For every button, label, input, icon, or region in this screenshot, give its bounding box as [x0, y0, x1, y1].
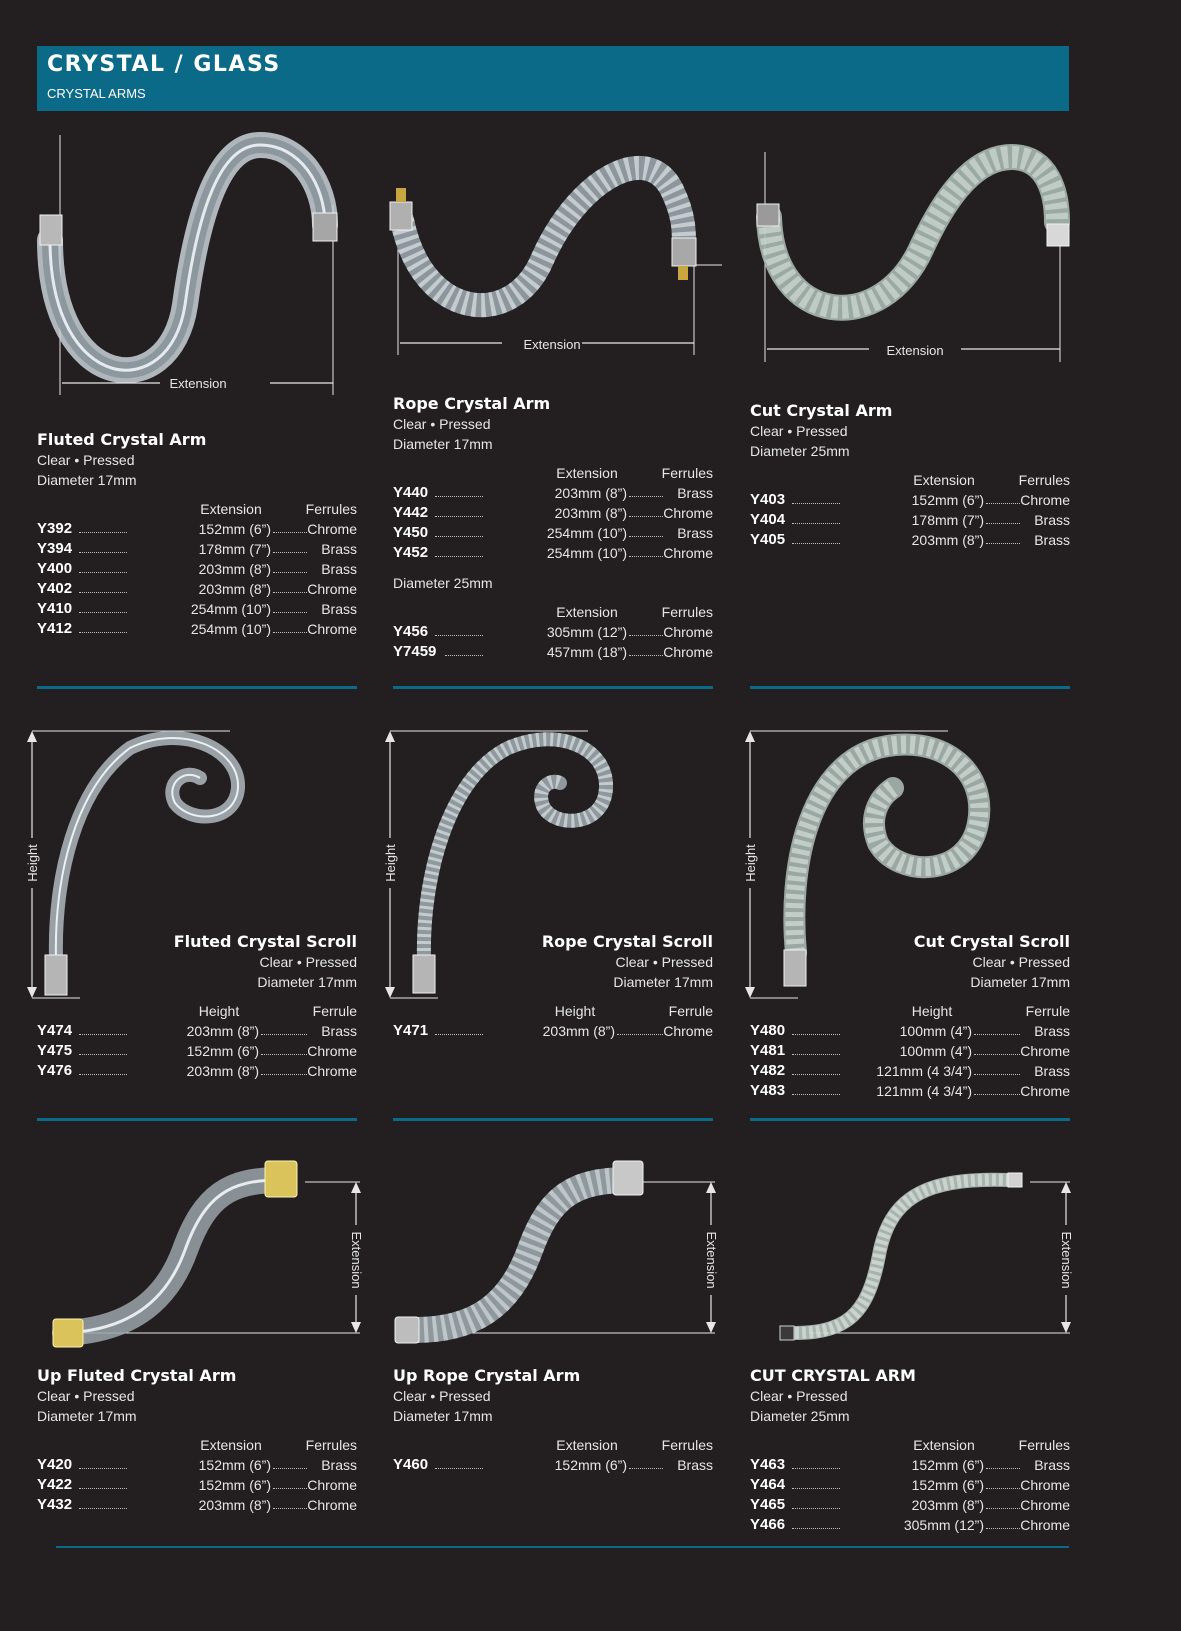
table-row	[37, 1475, 357, 1495]
table-row	[750, 1081, 1070, 1101]
column-header-value: Extension	[913, 1437, 975, 1453]
leader-dots	[273, 612, 307, 613]
ferrule: Brass	[1034, 1023, 1070, 1039]
extension-label: Extension	[704, 1231, 719, 1289]
leader-dots	[974, 1074, 1020, 1075]
product-cut-crystal-scroll	[750, 932, 1070, 1101]
column-header	[393, 1001, 713, 1021]
table-row	[37, 1495, 357, 1515]
product-finish: Clear • Pressed	[259, 954, 357, 970]
ferrule: Chrome	[663, 505, 713, 521]
leader-dots	[79, 1034, 127, 1035]
value: 152mm (6”)	[911, 492, 984, 508]
ferrule: Chrome	[1020, 1043, 1070, 1059]
product-code: Y480	[750, 1022, 786, 1039]
leader-dots	[435, 1468, 483, 1469]
product-code: Y7459	[393, 643, 437, 660]
section-subtitle: CRYSTAL ARMS	[47, 86, 146, 101]
product-diameter: Diameter 17mm	[393, 1408, 493, 1424]
product-diameter: Diameter 17mm	[37, 472, 137, 488]
column-header-ferrule: Ferrule	[312, 1003, 357, 1019]
table-row	[750, 1455, 1070, 1475]
table-row	[393, 622, 713, 642]
leader-dots	[273, 592, 307, 593]
table-row	[393, 642, 713, 662]
product-code: Y442	[393, 504, 429, 521]
leader-dots	[792, 1488, 840, 1489]
value: 254mm (10”)	[190, 621, 271, 637]
ferrule: Chrome	[663, 545, 713, 561]
leader-dots	[79, 552, 127, 553]
section-title: CRYSTAL / GLASS	[47, 52, 281, 77]
column-header-ferrule: Ferrules	[1018, 1437, 1070, 1453]
value: 203mm (8”)	[186, 1063, 259, 1079]
table-row	[393, 1021, 713, 1041]
value: 254mm (10”)	[190, 601, 271, 617]
leader-dots	[986, 1508, 1020, 1509]
table-row	[393, 543, 713, 563]
product-finish: Clear • Pressed	[615, 954, 713, 970]
leader-dots	[617, 1034, 663, 1035]
column-header-value: Height	[911, 1003, 953, 1019]
product-rope-crystal-scroll	[393, 932, 713, 1041]
product-code: Y394	[37, 540, 73, 557]
fluted-crystal-arm-illustration	[35, 135, 355, 395]
table-row	[37, 519, 357, 539]
value: 121mm (4 3/4”)	[876, 1083, 972, 1099]
height-label: Height	[25, 844, 40, 882]
product-diameter: Diameter 25mm	[750, 443, 850, 459]
leader-dots	[986, 1488, 1020, 1489]
product-code: Y466	[750, 1516, 786, 1533]
product-finish: Clear • Pressed	[393, 1388, 491, 1404]
table-row	[750, 1515, 1070, 1535]
ferrule: Chrome	[1020, 492, 1070, 508]
product-finish: Clear • Pressed	[37, 1388, 135, 1404]
product-diameter: Diameter 17mm	[970, 974, 1070, 990]
leader-dots	[792, 543, 840, 544]
ferrule: Chrome	[307, 1043, 357, 1059]
up-fluted-crystal-arm-illustration	[45, 1155, 375, 1355]
product-title: Rope Crystal Arm	[393, 394, 551, 413]
divider	[393, 686, 713, 689]
leader-dots	[792, 503, 840, 504]
leader-dots	[435, 536, 483, 537]
leader-dots	[629, 516, 663, 517]
column-header	[750, 470, 1070, 490]
table-row	[750, 1061, 1070, 1081]
product-title: Fluted Crystal Arm	[37, 430, 207, 449]
product-code: Y474	[37, 1022, 73, 1039]
table-row	[37, 619, 357, 639]
leader-dots	[273, 1488, 307, 1489]
leader-dots	[629, 635, 663, 636]
product-code: Y475	[37, 1042, 73, 1059]
leader-dots	[273, 532, 307, 533]
leader-dots	[986, 543, 1020, 544]
column-header-ferrule: Ferrules	[661, 604, 713, 620]
column-header	[37, 499, 357, 519]
section-header	[37, 46, 1069, 111]
product-code: Y463	[750, 1456, 786, 1473]
product-title: Up Fluted Crystal Arm	[37, 1366, 237, 1385]
product-code: Y471	[393, 1022, 429, 1039]
leader-dots	[792, 523, 840, 524]
ferrule: Chrome	[307, 521, 357, 537]
value: 203mm (8”)	[554, 505, 627, 521]
leader-dots	[629, 536, 663, 537]
ferrule: Chrome	[307, 1063, 357, 1079]
ferrule: Brass	[321, 541, 357, 557]
value: 152mm (6”)	[554, 1457, 627, 1473]
product-finish: Clear • Pressed	[750, 1388, 848, 1404]
product-code: Y392	[37, 520, 73, 537]
product-code: Y402	[37, 580, 73, 597]
footer-divider	[56, 1546, 1069, 1548]
value: 203mm (8”)	[186, 1023, 259, 1039]
table-row	[750, 510, 1070, 530]
product-code: Y456	[393, 623, 429, 640]
product-finish: Clear • Pressed	[393, 416, 491, 432]
leader-dots	[629, 556, 663, 557]
product-code: Y464	[750, 1476, 786, 1493]
product-code: Y412	[37, 620, 73, 637]
leader-dots	[273, 1468, 307, 1469]
column-header-value: Height	[554, 1003, 596, 1019]
table-row	[37, 1061, 357, 1081]
ferrule: Brass	[1034, 512, 1070, 528]
divider	[37, 686, 357, 689]
product-up-fluted-crystal-arm	[37, 1366, 357, 1515]
product-rope-crystal-arm	[393, 394, 713, 662]
column-header-ferrule: Ferrule	[668, 1003, 713, 1019]
leader-dots	[792, 1074, 840, 1075]
ferrule: Chrome	[1020, 1517, 1070, 1533]
leader-dots	[792, 1034, 840, 1035]
value: 254mm (10”)	[546, 545, 627, 561]
leader-dots	[79, 592, 127, 593]
leader-dots	[79, 1488, 127, 1489]
cut-crystal-arm-up-illustration	[780, 1155, 1080, 1355]
column-header-ferrule: Ferrules	[305, 501, 357, 517]
leader-dots	[974, 1054, 1020, 1055]
product-fluted-crystal-arm	[37, 430, 357, 639]
product-code: Y450	[393, 524, 429, 541]
leader-dots	[435, 635, 483, 636]
ferrule: Chrome	[1020, 1477, 1070, 1493]
leader-dots	[986, 1528, 1020, 1529]
product-code: Y482	[750, 1062, 786, 1079]
divider	[37, 1118, 357, 1121]
column-header	[37, 1435, 357, 1455]
ferrule: Brass	[677, 485, 713, 501]
value: 152mm (6”)	[186, 1043, 259, 1059]
value: 203mm (8”)	[554, 485, 627, 501]
ferrule: Chrome	[1020, 1497, 1070, 1513]
leader-dots	[629, 1468, 663, 1469]
column-header-value: Height	[198, 1003, 240, 1019]
table-row	[37, 1041, 357, 1061]
extension-label: Extension	[886, 343, 944, 358]
product-cut-crystal-arm	[750, 401, 1070, 550]
height-label: Height	[743, 844, 758, 882]
value: 203mm (8”)	[911, 1497, 984, 1513]
value: 152mm (6”)	[198, 1457, 271, 1473]
product-diameter: Diameter 17mm	[393, 436, 493, 452]
product-fluted-crystal-scroll	[37, 932, 357, 1081]
product-code: Y440	[393, 484, 429, 501]
product-finish: Clear • Pressed	[750, 423, 848, 439]
column-header-ferrule: Ferrules	[661, 1437, 713, 1453]
product-diameter: Diameter 25mm	[750, 1408, 850, 1424]
leader-dots	[79, 1468, 127, 1469]
column-header-value: Extension	[913, 472, 975, 488]
value: 305mm (12”)	[903, 1517, 984, 1533]
leader-dots	[273, 632, 307, 633]
leader-dots	[792, 1054, 840, 1055]
ferrule: Chrome	[307, 581, 357, 597]
table-row	[393, 1455, 713, 1475]
ferrule: Chrome	[1020, 1083, 1070, 1099]
ferrule: Chrome	[663, 644, 713, 660]
table-row	[37, 1021, 357, 1041]
product-code: Y420	[37, 1456, 73, 1473]
ferrule: Chrome	[663, 1023, 713, 1039]
ferrule: Brass	[1034, 1063, 1070, 1079]
value: 203mm (8”)	[198, 1497, 271, 1513]
product-cut-crystal-arm-up	[750, 1366, 1070, 1535]
table-row	[750, 1495, 1070, 1515]
value: 100mm (4”)	[899, 1023, 972, 1039]
product-code: Y422	[37, 1476, 73, 1493]
up-rope-crystal-arm-illustration	[395, 1155, 725, 1355]
product-code: Y476	[37, 1062, 73, 1079]
value: 178mm (7”)	[911, 512, 984, 528]
table-row	[750, 530, 1070, 550]
height-label: Height	[383, 844, 398, 882]
product-code: Y481	[750, 1042, 786, 1059]
value: 254mm (10”)	[546, 525, 627, 541]
table-row	[750, 1475, 1070, 1495]
product-code: Y403	[750, 491, 786, 508]
ferrule: Brass	[321, 601, 357, 617]
product-finish: Clear • Pressed	[37, 452, 135, 468]
ferrule: Brass	[677, 1457, 713, 1473]
table-row	[750, 490, 1070, 510]
table-row	[393, 523, 713, 543]
leader-dots	[79, 1054, 127, 1055]
product-title: Cut Crystal Scroll	[913, 932, 1070, 951]
leader-dots	[986, 1468, 1020, 1469]
extension-label: Extension	[349, 1231, 364, 1289]
product-up-rope-crystal-arm	[393, 1366, 713, 1475]
ferrule: Chrome	[307, 621, 357, 637]
table-row	[37, 559, 357, 579]
product-code: Y465	[750, 1496, 786, 1513]
column-header-ferrule: Ferrules	[661, 465, 713, 481]
ferrule: Brass	[677, 525, 713, 541]
leader-dots	[273, 552, 307, 553]
value: 100mm (4”)	[899, 1043, 972, 1059]
value: 305mm (12”)	[546, 624, 627, 640]
leader-dots	[261, 1054, 307, 1055]
product-diameter-secondary: Diameter 25mm	[393, 575, 493, 591]
leader-dots	[629, 496, 663, 497]
leader-dots	[79, 572, 127, 573]
product-finish: Clear • Pressed	[972, 954, 1070, 970]
product-code: Y404	[750, 511, 786, 528]
ferrule: Brass	[321, 1023, 357, 1039]
product-code: Y410	[37, 600, 73, 617]
table-row	[37, 539, 357, 559]
column-header-value: Extension	[556, 465, 618, 481]
leader-dots	[974, 1094, 1020, 1095]
product-title: Rope Crystal Scroll	[541, 932, 713, 951]
value: 178mm (7”)	[198, 541, 271, 557]
ferrule: Chrome	[663, 624, 713, 640]
value: 152mm (6”)	[911, 1457, 984, 1473]
product-title: Cut Crystal Arm	[750, 401, 893, 420]
value: 152mm (6”)	[198, 1477, 271, 1493]
leader-dots	[629, 655, 663, 656]
leader-dots	[792, 1094, 840, 1095]
value: 203mm (8”)	[198, 561, 271, 577]
value: 457mm (18”)	[546, 644, 627, 660]
column-header	[393, 602, 713, 622]
column-header-value: Extension	[556, 1437, 618, 1453]
leader-dots	[79, 532, 127, 533]
product-code: Y432	[37, 1496, 73, 1513]
table-row	[750, 1021, 1070, 1041]
ferrule: Brass	[1034, 1457, 1070, 1473]
product-code: Y400	[37, 560, 73, 577]
extension-label: Extension	[523, 337, 581, 352]
product-diameter: Diameter 17mm	[257, 974, 357, 990]
ferrule: Brass	[1034, 532, 1070, 548]
leader-dots	[792, 1508, 840, 1509]
leader-dots	[445, 655, 483, 656]
leader-dots	[974, 1034, 1020, 1035]
leader-dots	[986, 503, 1020, 504]
product-diameter: Diameter 17mm	[613, 974, 713, 990]
table-row	[37, 599, 357, 619]
leader-dots	[79, 632, 127, 633]
leader-dots	[261, 1034, 307, 1035]
column-header	[750, 1435, 1070, 1455]
extension-label: Extension	[1059, 1231, 1074, 1289]
value: 121mm (4 3/4”)	[876, 1063, 972, 1079]
ferrule: Brass	[321, 561, 357, 577]
ferrule: Chrome	[307, 1477, 357, 1493]
divider	[750, 1118, 1070, 1121]
cut-crystal-arm-illustration	[757, 152, 1077, 362]
divider	[393, 1118, 713, 1121]
product-code: Y483	[750, 1082, 786, 1099]
column-header	[750, 1001, 1070, 1021]
column-header-ferrule: Ferrules	[1018, 472, 1070, 488]
ferrule: Brass	[321, 1457, 357, 1473]
leader-dots	[79, 1074, 127, 1075]
table-row	[750, 1041, 1070, 1061]
leader-dots	[273, 1508, 307, 1509]
product-title: Fluted Crystal Scroll	[173, 932, 357, 951]
product-code: Y452	[393, 544, 429, 561]
leader-dots	[435, 1034, 483, 1035]
value: 152mm (6”)	[911, 1477, 984, 1493]
leader-dots	[435, 556, 483, 557]
leader-dots	[273, 572, 307, 573]
product-title: CUT CRYSTAL ARM	[750, 1366, 916, 1385]
leader-dots	[792, 1528, 840, 1529]
leader-dots	[261, 1074, 307, 1075]
leader-dots	[79, 1508, 127, 1509]
divider	[750, 686, 1070, 689]
value: 203mm (8”)	[911, 532, 984, 548]
leader-dots	[435, 496, 483, 497]
product-code: Y460	[393, 1456, 429, 1473]
table-row	[393, 483, 713, 503]
table-row	[37, 579, 357, 599]
ferrule: Chrome	[307, 1497, 357, 1513]
value: 203mm (8”)	[198, 581, 271, 597]
value: 203mm (8”)	[542, 1023, 615, 1039]
product-code: Y405	[750, 531, 786, 548]
table-row	[37, 1455, 357, 1475]
value: 152mm (6”)	[198, 521, 271, 537]
column-header-value: Extension	[200, 501, 262, 517]
column-header-ferrule: Ferrules	[305, 1437, 357, 1453]
column-header-value: Extension	[556, 604, 618, 620]
leader-dots	[79, 612, 127, 613]
column-header	[393, 463, 713, 483]
column-header	[393, 1435, 713, 1455]
column-header-ferrule: Ferrule	[1025, 1003, 1070, 1019]
rope-crystal-arm-illustration	[392, 150, 742, 355]
product-diameter: Diameter 17mm	[37, 1408, 137, 1424]
product-title: Up Rope Crystal Arm	[393, 1366, 581, 1385]
leader-dots	[435, 516, 483, 517]
column-header	[37, 1001, 357, 1021]
leader-dots	[792, 1468, 840, 1469]
table-row	[393, 503, 713, 523]
column-header-value: Extension	[200, 1437, 262, 1453]
extension-label: Extension	[169, 376, 227, 391]
leader-dots	[986, 523, 1020, 524]
